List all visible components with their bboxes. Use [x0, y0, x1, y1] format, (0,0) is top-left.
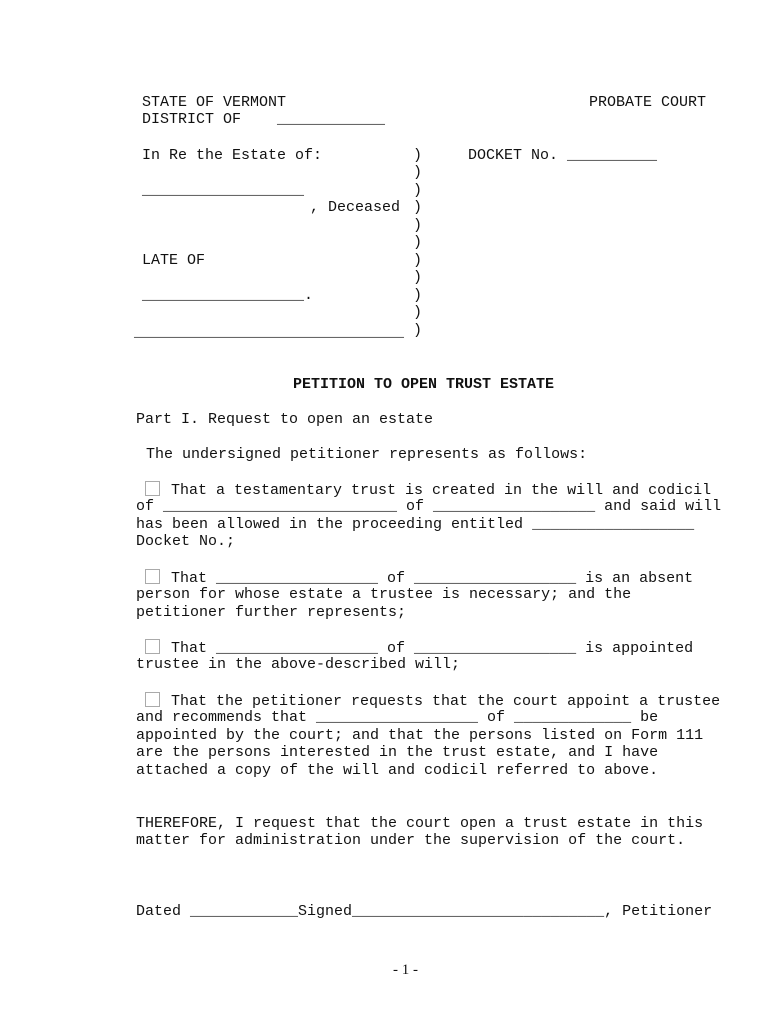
item-appointed-trustee: That __________________ of __________________ is appointed [145, 639, 693, 657]
court-label: PROBATE COURT [589, 94, 707, 111]
caption-paren: ) [413, 199, 423, 216]
district-line: DISTRICT OF ____________ [142, 111, 386, 128]
item-line: attached a copy of the will and codicil referred to above. [136, 762, 659, 779]
caption-bottom-line: ______________________________ [134, 324, 405, 341]
intro-statement: The undersigned petitioner represents as follows: [146, 446, 588, 463]
appointed-trustee-checkbox[interactable] [145, 639, 160, 654]
caption-paren: ) [413, 304, 423, 321]
item-line: trustee in the above-described will; [136, 656, 461, 673]
in-re-label: In Re the Estate of: [142, 147, 323, 164]
absent-person-checkbox[interactable] [145, 569, 160, 584]
deceased-label: , Deceased [310, 199, 401, 216]
item-testamentary-trust: That a testamentary trust is created in the will and codicil [145, 481, 711, 499]
item-court-appoint: That the petitioner requests that the court appoint a trustee [145, 692, 720, 710]
decedent-name-blank: __________________ [142, 182, 305, 199]
document-title: PETITION TO OPEN TRUST ESTATE [293, 376, 555, 393]
caption-paren: ) [413, 269, 423, 286]
item-line: has been allowed in the proceeding entitled __________________ [136, 516, 695, 533]
docket-number: DOCKET No. __________ [468, 147, 658, 164]
court-appoint-checkbox[interactable] [145, 692, 160, 707]
therefore-line: matter for administration under the supervision of the court. [136, 832, 686, 849]
item-line: Docket No.; [136, 533, 236, 550]
item-line: person for whose estate a trustee is necessary; and the [136, 586, 632, 603]
testamentary-trust-checkbox[interactable] [145, 481, 160, 496]
caption-paren: ) [413, 287, 423, 304]
page-number: - 1 - [393, 962, 418, 978]
state-label: STATE OF VERMONT [142, 94, 287, 111]
item-absent-person: That __________________ of __________________ is an absent [145, 569, 693, 587]
part-one-heading: Part I. Request to open an estate [136, 411, 434, 428]
item-line: petitioner further represents; [136, 604, 407, 621]
late-of-place-blank: __________________. [142, 287, 314, 304]
caption-paren: ) [413, 217, 423, 234]
caption-paren: ) [413, 147, 423, 164]
caption-paren: ) [413, 182, 423, 199]
signature-line: Dated ____________Signed____________________________, Petitioner [136, 903, 713, 920]
therefore-line: THEREFORE, I request that the court open a trust estate in this [136, 815, 704, 832]
late-of-label: LATE OF [142, 252, 206, 269]
caption-paren: ) [413, 234, 423, 251]
item-line: are the persons interested in the trust estate, and I have [136, 744, 659, 761]
caption-paren: ) [413, 252, 423, 269]
item-line: appointed by the court; and that the persons listed on Form 111 [136, 727, 704, 744]
caption-paren: ) [413, 164, 423, 181]
item-line: and recommends that __________________ of _____________ be [136, 709, 659, 726]
caption-paren: ) [413, 322, 423, 339]
item-line: of __________________________ of __________________ and said will [136, 498, 722, 515]
